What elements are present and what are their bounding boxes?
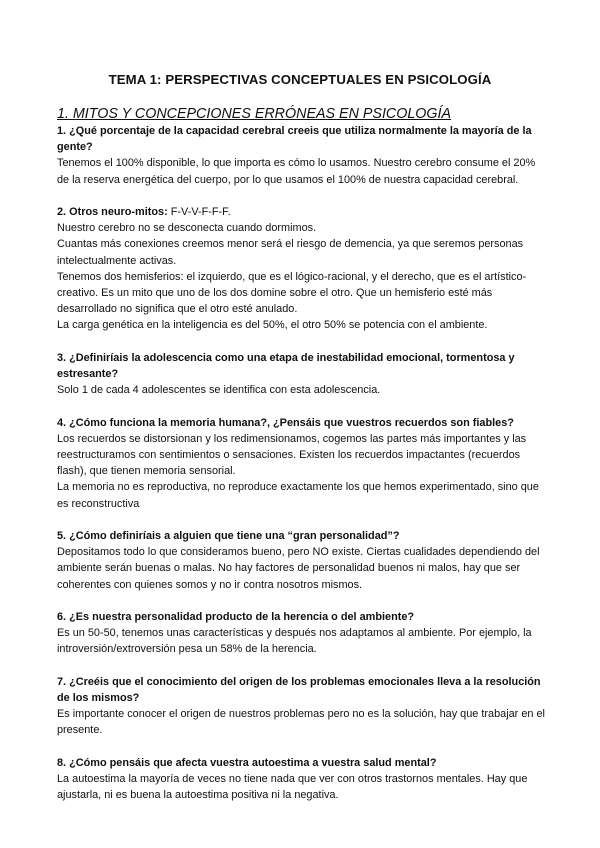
question-title bbox=[57, 755, 547, 771]
question-list bbox=[57, 123, 547, 820]
question-title-text: 4. ¿Cómo funciona la memoria humana?, ¿Pensáis que vuestros recuerdos son fiables? bbox=[57, 416, 514, 429]
question-answer-key: F-V-V-F-F-F. bbox=[170, 206, 231, 218]
answer-paragraph: Tenemos dos hemisferios: el izquierdo, que es el lógico-racional, y el derecho, que es el artístico-creativo. Es un mito que uno de los dos domine sobre el otro. Que un hemisferio esté más desarrollado no significa que el otro esté anulado. bbox=[57, 270, 527, 316]
question-title-text: 3. ¿Definiríais la adolescencia como una etapa de inestabilidad emocional, tormentosa y estresante? bbox=[57, 351, 515, 381]
question-block bbox=[57, 123, 547, 188]
question-title-text: 8. ¿Cómo pensáis que afecta vuestra autoestima a vuestra salud mental? bbox=[57, 756, 437, 769]
answer-paragraph: La memoria no es reproductiva, no reproduce exactamente los que hemos experimentado, sino que es reconstructiva bbox=[57, 481, 539, 510]
answer-paragraph: Es un 50-50, tenemos unas características y después nos adaptamos al ambiente. Por ejemplo, la introversión/extroversión pesa un 58% de la herencia. bbox=[57, 627, 532, 656]
question-title-text: 6. ¿Es nuestra personalidad producto de la herencia o del ambiente? bbox=[57, 611, 415, 624]
question-title bbox=[57, 415, 547, 431]
answer-paragraph: La autoestima la mayoría de veces no tiene nada que ver con otros trastornos mentales. Hay que ajustarla, ni es buena la autoestima positiva ni la negativa. bbox=[57, 773, 528, 802]
question-title-text: 5. ¿Cómo definiríais a alguien que tiene una “gran personalidad”? bbox=[57, 530, 400, 543]
question-title bbox=[57, 609, 547, 625]
answer-paragraph: Cuantas más conexiones creemos menor será el riesgo de demencia, ya que seremos personas intelectualmente activas. bbox=[57, 238, 524, 267]
document-title: TEMA 1: PERSPECTIVAS CONCEPTUALES EN PSICOLOGÍA bbox=[108, 72, 492, 87]
question-block bbox=[57, 674, 547, 739]
question-block bbox=[57, 204, 547, 334]
answer-paragraph: La carga genética en la inteligencia es del 50%, el otro 50% se potencia con el ambiente. bbox=[57, 319, 488, 332]
answer-paragraph: Solo 1 de cada 4 adolescentes se identifica con esta adolescencia. bbox=[57, 384, 381, 397]
question-block bbox=[57, 609, 547, 658]
question-block bbox=[57, 755, 547, 804]
answer-paragraph: Depositamos todo lo que consideramos bueno, pero NO existe. Ciertas cualidades dependiendo del ambiente serán buenas o malas. No hay factores de personalidad buenos ni malos, hay que ser coherentes con quienes somos y no ir contra nosotros mismos. bbox=[57, 546, 540, 591]
question-title bbox=[57, 123, 547, 155]
question-title bbox=[57, 350, 547, 382]
question-title bbox=[57, 674, 547, 706]
answer-paragraph: Es importante conocer el origen de nuestros problemas pero no es la solución, hay que trabajar en el presente. bbox=[57, 708, 545, 737]
answer-paragraph: Los recuerdos se distorsionan y los redimensionamos, cogemos las partes más importantes y las reestructuramos con sentimientos o sensaciones. Existen los recuerdos impactantes (recuerdos flash), que tienen memoria sensorial. bbox=[57, 432, 527, 478]
section-heading: 1. MITOS Y CONCEPCIONES ERRÓNEAS EN PSICOLOGÍA bbox=[57, 106, 452, 122]
answer-paragraph: Nuestro cerebro no se desconecta cuando dormimos. bbox=[57, 222, 317, 235]
question-title bbox=[57, 204, 547, 220]
answer-paragraph: Tenemos el 100% disponible, lo que importa es cómo lo usamos. Nuestro cerebro consume el 20% de la reserva energética del cuerpo, por lo que usamos el 100% de nuestra capacidad cerebral. bbox=[57, 157, 536, 186]
question-block bbox=[57, 350, 547, 399]
question-title-text: 1. ¿Qué porcentaje de la capacidad cerebral creeis que utiliza normalmente la mayoría de la gente? bbox=[57, 125, 532, 154]
question-title bbox=[57, 528, 547, 544]
question-block bbox=[57, 415, 547, 512]
question-title-text: 7. ¿Creéis que el conocimiento del origen de los problemas emocionales lleva a la resolución de los mismos? bbox=[57, 675, 541, 705]
question-title-text: 2. Otros neuro-mitos: bbox=[57, 206, 168, 218]
question-block bbox=[57, 528, 547, 593]
